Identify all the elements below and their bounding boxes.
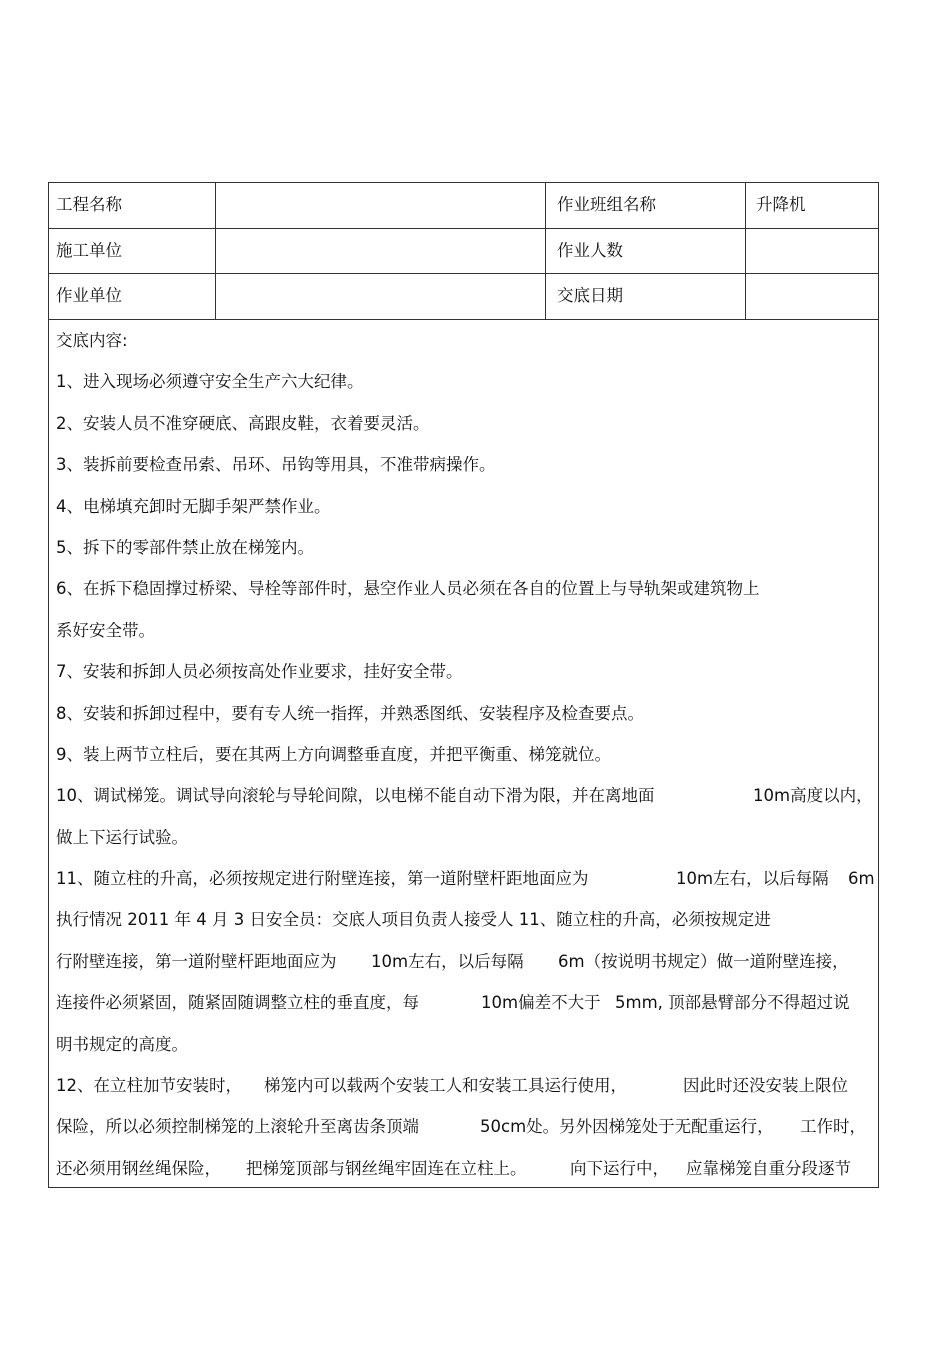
content-line [56, 1106, 872, 1147]
line-text: 9、装上两节立柱后，要在其两上方向调整垂直度，并把平衡重、梯笼就位。 [56, 744, 611, 764]
content-line [56, 527, 872, 568]
line-text: 10m高度以内， [753, 786, 873, 806]
content-line [56, 651, 872, 692]
content-title-text: 交底内容: [56, 331, 128, 350]
content-line [56, 817, 872, 858]
line-text: 工作时， [800, 1117, 866, 1137]
line-text: 应靠梯笼自重分段逐节 [686, 1158, 851, 1178]
header-row-operation-unit [49, 274, 878, 320]
briefing-date-label: 交底日期 [557, 286, 623, 305]
line-text: 7、安装和拆卸人员必须按高处作业要求，挂好安全带。 [56, 662, 463, 682]
line-text: 把梯笼顶部与钢丝绳牢固连在立柱上。 [246, 1158, 527, 1178]
line-text: 2、安装人员不准穿硬底、高跟皮鞋，衣着要灵活。 [56, 413, 430, 433]
line-text: 10m左右，以后每隔 [371, 951, 524, 971]
line-text: 3、装拆前要检查吊索、吊环、吊钩等用具，不准带病操作。 [56, 455, 496, 475]
construction-unit-label: 施工单位 [56, 240, 122, 260]
line-text: 梯笼内可以载两个安装工人和安装工具运行使用， [264, 1076, 627, 1096]
line-text: 做上下运行试验。 [56, 827, 188, 847]
line-text: 10m左右，以后每隔 [676, 869, 829, 889]
content-title [56, 320, 872, 361]
line-text: 50cm处。另外因梯笼处于无配重运行， [480, 1117, 774, 1137]
team-name-value: 升降机 [756, 195, 806, 214]
content-line [56, 775, 872, 816]
content-line [56, 858, 875, 899]
team-name-label: 作业班组名称 [557, 195, 656, 214]
content-line [56, 1065, 872, 1106]
line-text: 因此时还没安装上限位 [683, 1076, 848, 1096]
content-line [56, 444, 872, 485]
content-line [56, 361, 872, 402]
column-divider [215, 183, 216, 320]
line-text: 6m（按说明书规定）做一道附壁连接， [558, 951, 849, 971]
column-divider [545, 183, 546, 320]
content-line [56, 693, 872, 734]
project-name-label: 工程名称 [56, 195, 122, 214]
content-line [56, 941, 872, 982]
content-line [56, 734, 872, 775]
content-line [56, 610, 872, 651]
line-text: 4、电梯填充卸时无脚手架严禁作业。 [56, 496, 331, 516]
column-divider [745, 183, 746, 320]
line-text: 5、拆下的零部件禁止放在梯笼内。 [56, 537, 314, 557]
content-line [56, 982, 872, 1023]
line-text: 12、在立柱加节安装时， [56, 1076, 242, 1096]
content-line [56, 403, 872, 444]
line-text: 明书规定的高度。 [56, 1034, 188, 1054]
line-text: 10m偏差不大于 [481, 993, 601, 1013]
line-text: 8、安装和拆卸过程中，要有专人统一指挥，并熟悉图纸、安装程序及检查要点。 [56, 703, 644, 723]
worker-count-label: 作业人数 [557, 240, 623, 260]
briefing-content [56, 320, 875, 1189]
line-text: 6、在拆下稳固撑过桥梁、导栓等部件时，悬空作业人员必须在各自的位置上与导轨架或建筑物上 [56, 579, 760, 599]
content-line [56, 1024, 872, 1065]
line-text: 10、调试梯笼。调试导向滚轮与导轮间隙，以电梯不能自动下滑为限，并在离地面 [56, 786, 655, 806]
operation-unit-label: 作业单位 [56, 286, 122, 305]
content-line [56, 568, 872, 609]
header-row-project [49, 183, 878, 229]
line-text: 向下运行中， [570, 1158, 669, 1178]
content-line [56, 899, 872, 940]
line-text: 还必须用钢丝绳保险， [56, 1158, 221, 1178]
content-line [56, 486, 872, 527]
line-text: 行附壁连接，第一道附壁杆距地面应为 [56, 951, 337, 971]
line-text: 1、进入现场必须遵守安全生产六大纪律。 [56, 372, 364, 392]
safety-briefing-form [48, 182, 879, 1188]
line-text: 保险，所以必须控制梯笼的上滚轮升至离齿条顶端 [56, 1117, 419, 1137]
line-text: 连接件必须紧固，随紧固随调整立柱的垂直度，每 [56, 993, 419, 1013]
line-text: 5mm, 顶部悬臂部分不得超过说 [615, 993, 850, 1013]
line-text: 系好安全带。 [56, 620, 155, 640]
content-line [56, 1148, 872, 1189]
header-row-construction-unit [49, 229, 878, 275]
line-text: 6m [848, 869, 875, 889]
line-text: 执行情况 2011 年 4 月 3 日安全员：交底人项目负责人接受人 11、随立柱的升高，必须按规定进 [56, 910, 771, 930]
line-text: 11、随立柱的升高，必须按规定进行附壁连接，第一道附壁杆距地面应为 [56, 869, 589, 889]
